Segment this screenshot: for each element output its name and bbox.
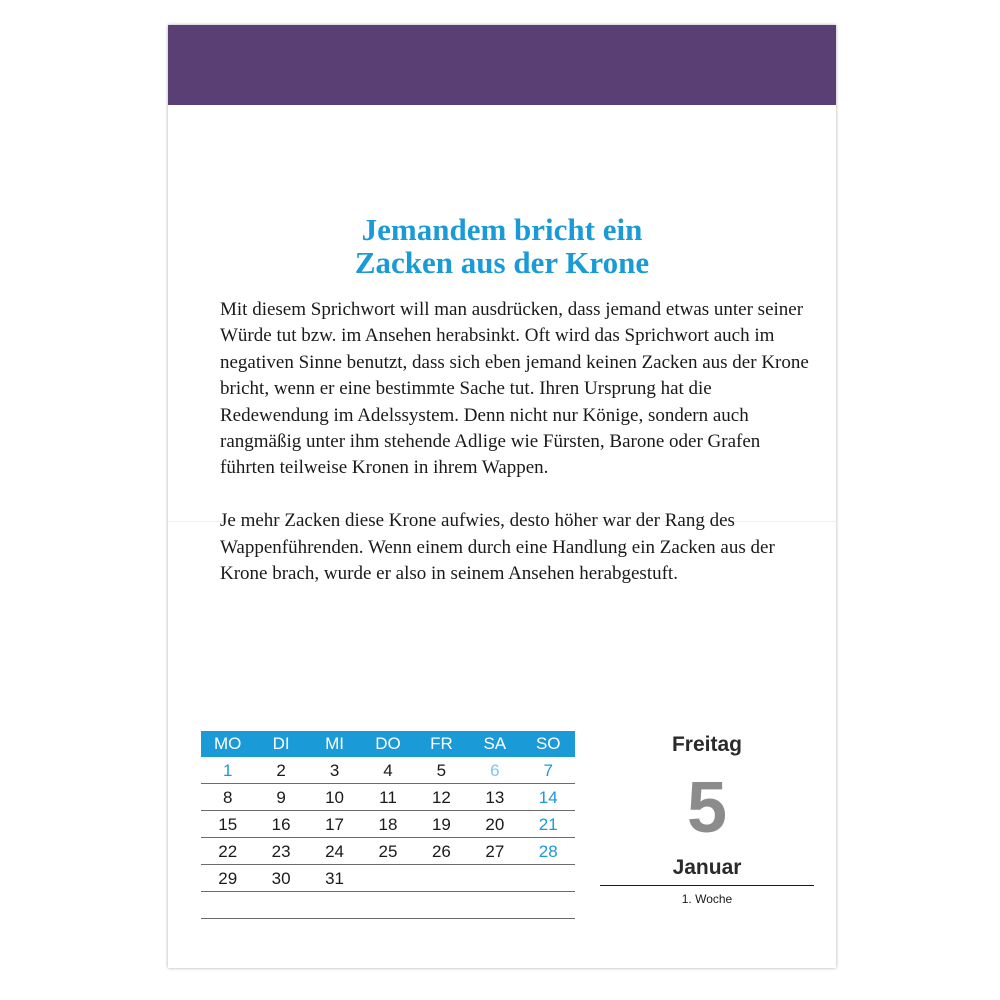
calendar-day: 29 [218, 869, 238, 888]
title-line-1: Jemandem bricht ein [361, 212, 643, 247]
calendar-day: 30 [271, 869, 291, 888]
week-label: 1. Woche [681, 892, 733, 906]
calendar-day: 11 [379, 788, 397, 807]
page-title [168, 213, 836, 279]
calendar-day: 21 [538, 815, 558, 834]
calendar-day: 17 [325, 815, 345, 834]
calendar-empty-row [201, 892, 575, 919]
calendar-day: 8 [222, 788, 233, 807]
calendar-page [168, 25, 836, 968]
calendar-day: 1 [222, 761, 233, 780]
calendar-day [468, 865, 521, 891]
calendar-day: 7 [543, 761, 553, 780]
calendar-day: 15 [218, 815, 238, 834]
calendar-day [361, 865, 414, 891]
calendar-day: 9 [276, 788, 286, 807]
calendar-week-row [201, 784, 575, 811]
calendar-day: 13 [485, 788, 505, 807]
weekday-header: SO [535, 734, 561, 753]
calendar-day: 14 [538, 788, 558, 807]
calendar-day: 16 [271, 815, 291, 834]
calendar-day: 6 [490, 761, 500, 780]
weekday-header: SA [483, 734, 507, 753]
calendar-week-row [201, 811, 575, 838]
calendar-day: 23 [271, 842, 291, 861]
calendar-day: 26 [431, 842, 451, 861]
weekday-header: MI [325, 734, 344, 753]
calendar-day: 25 [378, 842, 398, 861]
calendar-week-row [201, 865, 575, 892]
calendar-day: 2 [276, 761, 286, 780]
calendar-day: 24 [325, 842, 345, 861]
calendar-header [201, 731, 575, 757]
weekday-header: MO [214, 734, 242, 753]
paragraph-1: Mit diesem Sprichwort will man ausdrücken, dass jemand etwas unter seiner Würde tut bzw. im Ansehen herabsinkt. Oft wird das Sprichwort auch im negativen Sinne benutzt, dass sich eben jemand keinen Zacken aus der Krone bricht, wenn er eine bestimmte Sache tut. Ihren Ursprung hat die Redewendung im Adelssystem. Denn nicht nur Könige, sondern auch rangmäßig unter ihm stehende Adlige wie Fürsten, Barone oder Grafen führten teilweise Kronen in ihrem Wappen. [220, 299, 809, 479]
calendar-week-row [201, 757, 575, 784]
calendar-day: 19 [431, 815, 451, 834]
calendar-week-row [201, 838, 575, 865]
calendar-day [522, 865, 575, 891]
weekday-label: Freitag [671, 733, 742, 756]
calendar-day: 5 [436, 761, 447, 780]
month-calendar [201, 731, 575, 919]
calendar-day: 10 [325, 788, 345, 807]
weekday-header: DI [272, 734, 290, 753]
day-panel [600, 725, 814, 906]
calendar-day: 4 [383, 761, 393, 780]
header-band [168, 25, 836, 105]
paragraph-2: Je mehr Zacken diese Krone aufwies, desto höher war der Rang des Wappenführenden. Wenn einem durch eine Handlung ein Zacken aus der Krone brach, wurde er also in seinem Ansehen herabgestuft. [220, 510, 775, 585]
body-text [220, 297, 810, 587]
calendar-day: 22 [218, 842, 238, 861]
title-line-2: Zacken aus der Krone [354, 245, 650, 280]
calendar-day: 27 [485, 842, 505, 861]
calendar-day: 18 [378, 815, 398, 834]
day-number: 5 [686, 768, 728, 848]
weekday-header: FR [430, 734, 453, 753]
weekday-header: DO [375, 734, 401, 753]
calendar-day: 3 [329, 761, 340, 780]
calendar-day: 28 [538, 842, 558, 861]
calendar-day [415, 865, 468, 891]
calendar-day: 31 [325, 869, 345, 888]
calendar-day: 20 [485, 815, 505, 834]
month-label: Januar [600, 851, 814, 886]
calendar-day: 12 [431, 788, 451, 807]
